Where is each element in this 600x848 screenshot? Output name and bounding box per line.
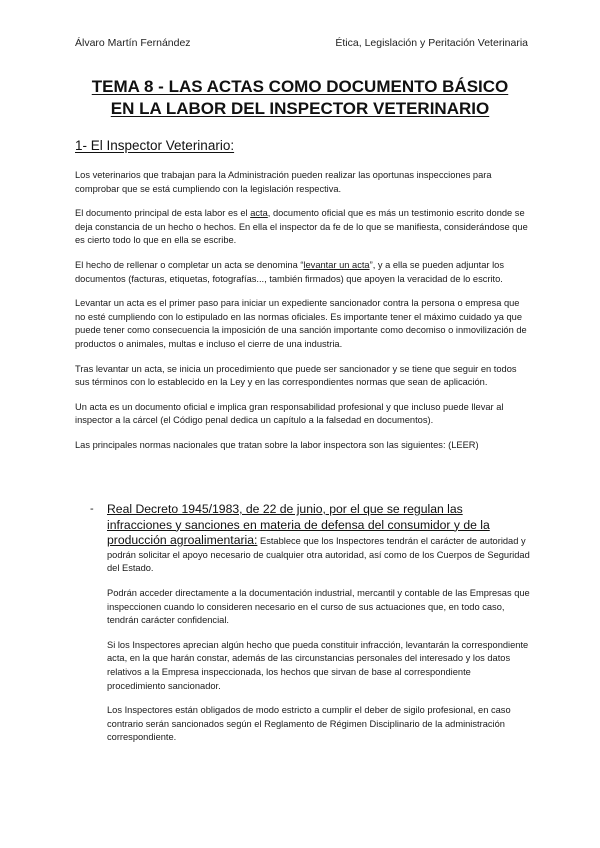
paragraph-2	[75, 207, 529, 248]
paragraph-1: Los veterinarios que trabajan para la Administración pueden realizar las oportunas inspecciones para comprobar que se está cumpliendo con la legislación respectiva.	[75, 170, 492, 194]
list-item-paragraph-4: Los Inspectores están obligados de modo estricto a cumplir el deber de sigilo profesional, en caso contrario serán sancionados según el Reglamento de Régimen Disciplinario de la administración correspondiente.	[107, 705, 511, 743]
page-header	[75, 37, 528, 49]
regulation-summary: Establece que los Inspectores tendrán el carácter de autoridad y podrán solicitar el apoyo necesario de cualquier otra autoridad, así como de los Cuerpos de Seguridad del Estado.	[107, 536, 530, 574]
paragraph-3-pre: El hecho de rellenar o completar un acta se denomina “	[75, 259, 304, 270]
paragraph-7: Las principales normas nacionales que tratan sobre la labor inspectora son las siguientes: (LEER)	[75, 439, 479, 450]
paragraph-2-post: , documento oficial que es más un testimonio escrito donde se deja constancia de un hecho o hechos. En ella el inspector da fe de lo que se manifiesta, considerándose que es cierto todo lo que en ella se escribe.	[75, 208, 528, 246]
title-line-1: TEMA 8 - LAS ACTAS COMO DOCUMENTO BÁSICO	[91, 77, 509, 96]
list-bullet: -	[90, 503, 94, 515]
paragraph-3	[75, 259, 529, 286]
regulation-title: Real Decreto 1945/1983, de 22 de junio, por el que se regulan las infracciones y sanciones en materia de defensa del consumidor y de la producción agroalimentaria:	[107, 502, 490, 548]
list-item-paragraph-1	[107, 502, 530, 576]
paragraph-6: Un acta es un documento oficial e implica gran responsabilidad profesional y que incluso puede llevar al inspector a la cárcel (el Código penal dedica un capítulo a la falsedad en documentos).	[75, 401, 504, 426]
paragraph-3-term: levantar un acta	[303, 259, 370, 270]
document-title	[60, 76, 540, 120]
paragraph-2-pre: El documento principal de esta labor es el	[75, 208, 251, 219]
header-subject: Ética, Legislación y Peritación Veterinaria	[335, 37, 528, 49]
section-body	[75, 169, 529, 464]
title-line-2: EN LA LABOR DEL INSPECTOR VETERINARIO	[110, 99, 490, 118]
header-author: Álvaro Martín Fernández	[75, 37, 191, 49]
paragraph-5: Tras levantar un acta, se inicia un procedimiento que puede ser sancionador y se tiene que seguir en todos sus términos con lo establecido en la Ley y en las correspondientes normas que sean de aplicación.	[75, 363, 517, 388]
list-item-paragraph-2: Podrán acceder directamente a la documentación industrial, mercantil y contable de las Empresas que inspeccionen cuando lo consideren necesario en el curso de sus actuaciones que, en todo caso, tendrán carácter confidencial.	[107, 587, 530, 626]
paragraph-2-term-acta: acta	[250, 208, 268, 219]
list-item	[90, 502, 530, 756]
regulation-list	[90, 502, 530, 756]
paragraph-3-post: ”, y a ella se pueden adjuntar los documentos (facturas, etiquetas, fotografías..., también firmados) que apoyen la veracidad de lo escrito.	[75, 259, 504, 284]
list-item-paragraph-3: Si los Inspectores aprecian algún hecho que pueda constituir infracción, levantarán la correspondiente acta, en la que harán constar, además de las circunstancias personales del interesado y los datos relativos a la Empresa inspeccionada, los hechos que sirvan de base al correspondiente procedimiento sancionador.	[107, 639, 529, 691]
section-heading: 1- El Inspector Veterinario:	[75, 138, 235, 153]
list-item-body	[107, 502, 530, 756]
paragraph-4: Levantar un acta es el primer paso para iniciar un expediente sancionador contra la persona o empresa que no esté cumpliendo con lo estipulado en las normas oficiales. Es importante tener el máximo cuidado ya que puede tener como consecuencia la imposición de una sanción importante como decomiso o inmovilización de productos o animales, multas e incluso el cierre de una industria.	[75, 298, 527, 349]
